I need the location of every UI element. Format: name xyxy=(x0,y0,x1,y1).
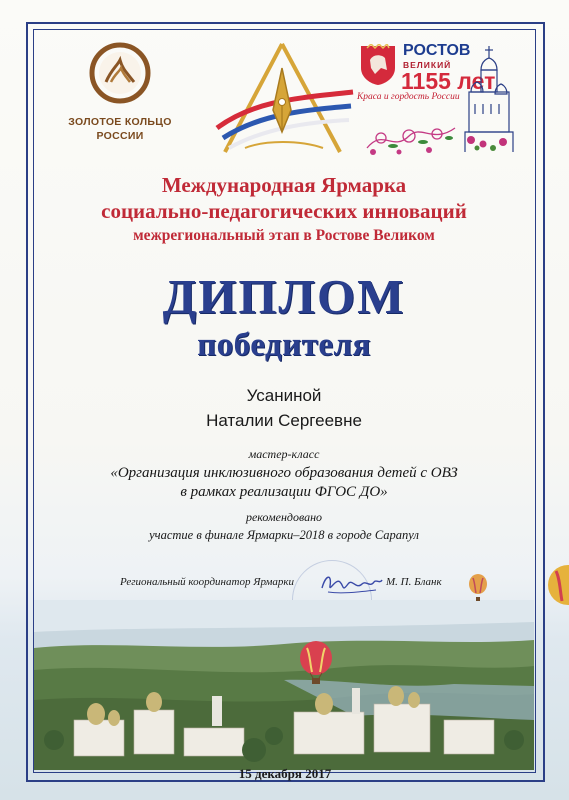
award-topic-line-2: в рамках реализации ФГОС ДО» xyxy=(180,484,388,500)
city-landscape-illustration xyxy=(34,600,534,770)
city-anniversary: 1155 лет xyxy=(401,68,496,94)
diploma-title: ДИПЛОМ xyxy=(162,269,406,324)
balloon-small-icon xyxy=(467,573,489,603)
golden-ring-logo xyxy=(60,42,180,152)
city-crest-icon xyxy=(359,44,397,86)
coordinator-role: Региональный координатор Ярмарки xyxy=(120,576,295,588)
award-topic-line-1: «Организация инклюзивного образования детей с ОВЗ xyxy=(110,465,458,481)
golden-ring-emblem-icon xyxy=(89,42,151,104)
recipient-surname: Усаниной xyxy=(246,386,322,405)
event-title-line-1: Международная Ярмарка xyxy=(161,173,407,197)
event-title-line-2: социально-педагогических инноваций xyxy=(101,199,467,223)
balloon-large-icon xyxy=(298,640,334,688)
kremlin-domes-icon xyxy=(463,44,515,154)
balloon-edge-icon xyxy=(546,565,569,615)
fair-pen-logo-icon xyxy=(205,40,360,160)
city-name: РОСТОВ xyxy=(403,42,471,59)
recipient-name: Наталии Сергеевне xyxy=(206,411,362,430)
city-slogan: Краса и гордость России xyxy=(357,92,460,102)
golden-ring-caption-2: РОССИИ xyxy=(96,130,144,142)
rostov-logo xyxy=(355,40,515,160)
event-stage: межрегиональный этап в Ростове Великом xyxy=(133,227,435,244)
award-type: мастер-класс xyxy=(248,447,320,461)
golden-ring-caption-1: ЗОЛОТОЕ КОЛЬЦО xyxy=(68,116,172,128)
diploma-subtitle: победителя xyxy=(197,327,371,363)
floral-ornament-icon xyxy=(363,108,463,158)
handwritten-signature xyxy=(318,566,384,600)
recommendation-text: участие в финале Ярмарки–2018 в городе Сарапул xyxy=(149,528,419,542)
issue-date: 15 декабря 2017 xyxy=(238,766,332,781)
coordinator-name: М. П. Бланк xyxy=(386,576,442,588)
recommendation-label: рекомендовано xyxy=(245,510,323,524)
city-subtitle: ВЕЛИКИЙ xyxy=(403,60,452,70)
